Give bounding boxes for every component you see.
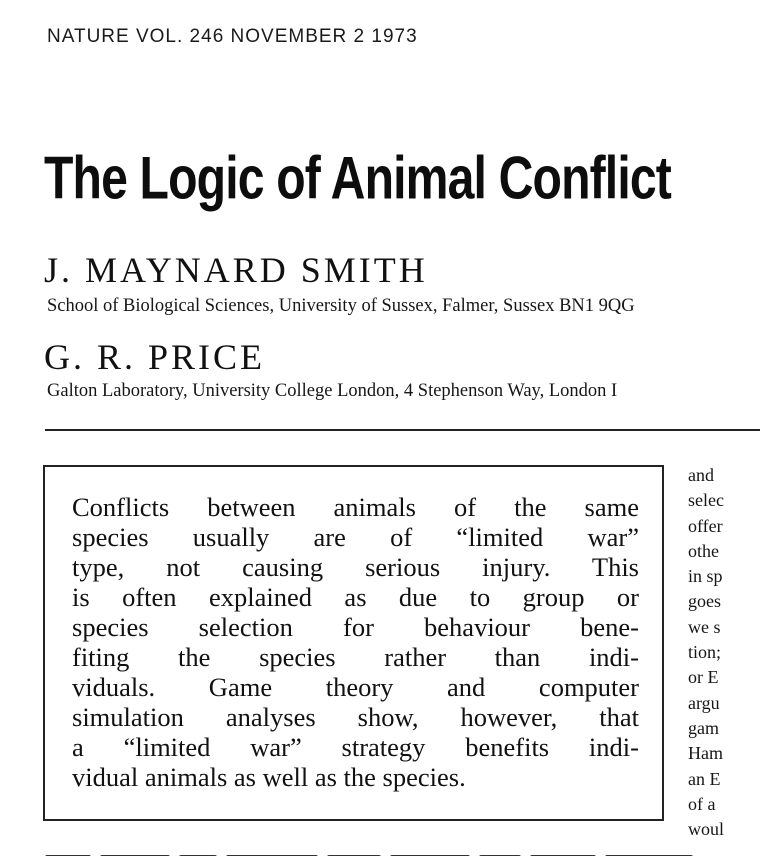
abstract-line: Conflicts between animals of the same xyxy=(72,492,639,522)
right-column-line: or E xyxy=(688,667,719,688)
right-column-line: offer xyxy=(688,515,723,536)
article-title: The Logic of Animal Conflict xyxy=(44,143,671,212)
author-name-2: G. R. PRICE xyxy=(44,337,266,377)
abstract-line: species selection for behaviour bene- xyxy=(72,612,639,642)
abstract-line: type, not causing serious injury. This xyxy=(72,552,639,582)
right-column-line: gam xyxy=(688,717,719,738)
abstract-line: a “limited war” strategy benefits indi- xyxy=(72,732,639,762)
author-affiliation-1: School of Biological Sciences, University of Sussex, Falmer, Sussex BN1 9QG xyxy=(47,296,635,316)
right-column-line: an E xyxy=(688,768,721,789)
right-column-line: and xyxy=(688,465,714,485)
right-column-line: tion; xyxy=(688,642,722,663)
right-column-line: othe xyxy=(688,540,719,561)
right-column-line: argu xyxy=(688,692,720,713)
abstract-line: vidual animals as well as the species. xyxy=(72,762,466,792)
right-column-line: selec xyxy=(688,490,724,511)
right-column-line: Ham xyxy=(688,743,723,764)
abstract-line: fiting the species rather than indi- xyxy=(72,642,639,672)
right-column-line: woul xyxy=(688,819,724,840)
author-name-1: J. MAYNARD SMITH xyxy=(44,250,428,290)
horizontal-rule xyxy=(45,429,760,431)
right-column-line: goes xyxy=(688,591,721,612)
abstract-line: viduals. Game theory and computer xyxy=(72,672,639,702)
right-column-line: in sp xyxy=(688,566,723,587)
journal-header: NATURE VOL. 246 NOVEMBER 2 1973 xyxy=(47,26,418,47)
right-column-line: of a xyxy=(688,793,716,814)
abstract-box xyxy=(43,465,664,821)
right-column-text xyxy=(688,463,760,842)
abstract-line: simulation analyses show, however, that xyxy=(72,702,639,732)
cut-off-text-line xyxy=(45,846,760,856)
abstract-line: is often explained as due to group or xyxy=(72,582,639,612)
author-affiliation-2: Galton Laboratory, University College London, 4 Stephenson Way, London I xyxy=(47,381,618,401)
abstract-line: species usually are of “limited war” xyxy=(72,522,639,552)
right-column-line: we s xyxy=(688,616,721,637)
